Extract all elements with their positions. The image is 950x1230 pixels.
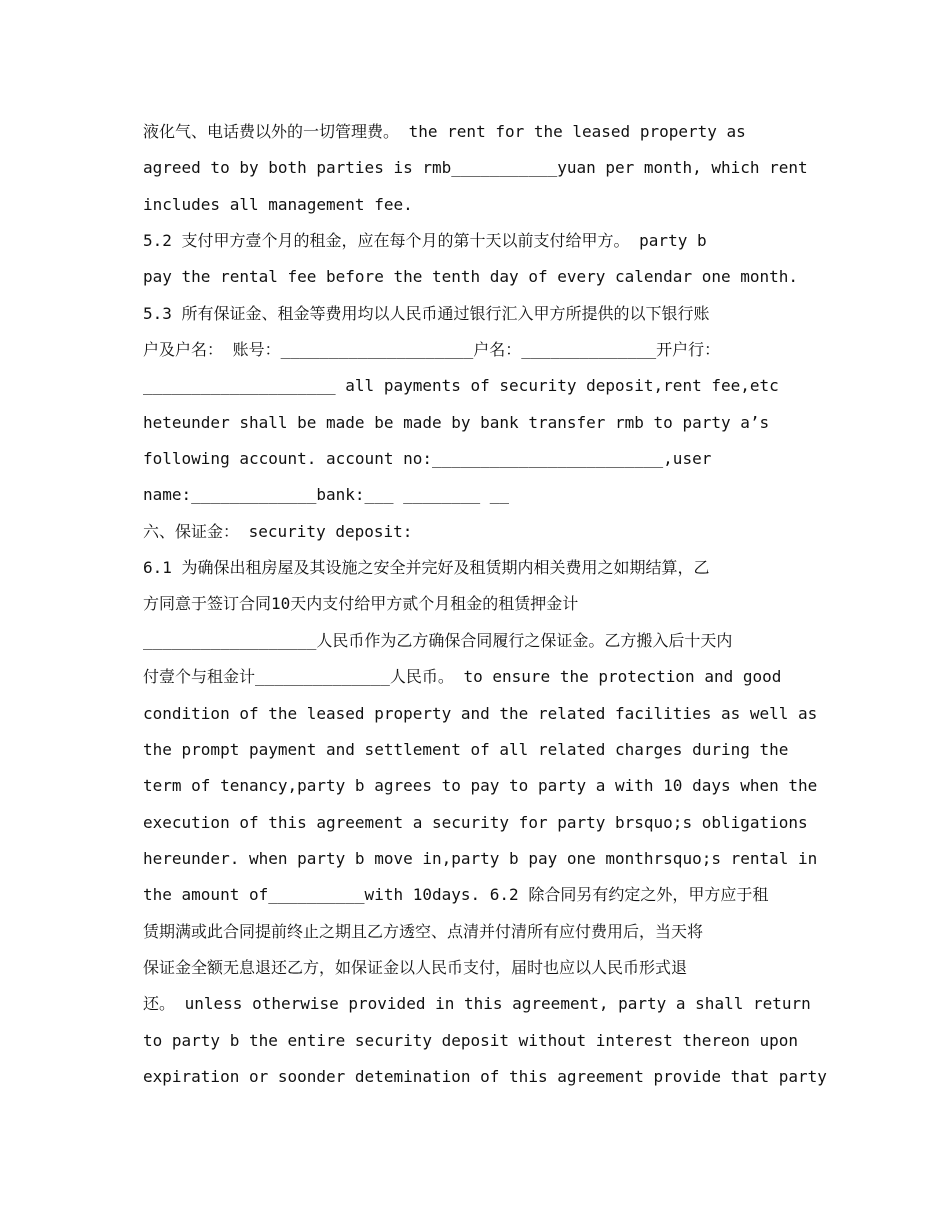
- text-line: 户及户名： 账号：____________________户名：______________开户行：: [143, 340, 721, 360]
- text-line: the amount of__________with 10days. 6.2 除合同另有约定之外，甲方应于租: [143, 885, 769, 905]
- text-line: the prompt payment and settlement of all related charges during the: [143, 739, 789, 759]
- text-line: 赁期满或此合同提前终止之期且乙方透空、点清并付清所有应付费用后，当天将: [143, 921, 704, 941]
- text-line: heteunder shall be made be made by bank transfer rmb to party a’s: [143, 412, 770, 432]
- text-line: __________________人民币作为乙方确保合同履行之保证金。乙方搬入后十天内: [143, 630, 733, 650]
- text-line: condition of the leased property and the related facilities as well as: [143, 703, 818, 723]
- text-line: 保证金全额无息退还乙方，如保证金以人民币支付，届时也应以人民币形式退: [143, 957, 688, 977]
- document-body: [143, 114, 827, 1095]
- text-line: hereunder. when party b move in,party b pay one monthrsquo;s rental in: [143, 848, 818, 868]
- text-line: execution of this agreement a security for party brsquo;s obligations: [143, 812, 808, 832]
- text-line: 液化气、电话费以外的一切管理费。 the rent for the leased property as: [143, 122, 746, 141]
- text-line: includes all management fee.: [143, 194, 413, 214]
- text-line: term of tenancy,party b agrees to pay to party a with 10 days when the: [143, 776, 818, 796]
- text-line: ____________________ all payments of security deposit,rent fee,etc: [143, 376, 779, 396]
- text-line: 5.3 所有保证金、租金等费用均以人民币通过银行汇入甲方所提供的以下银行账: [143, 303, 710, 323]
- text-line: agreed to by both parties is rmb___________yuan per month, which rent: [143, 158, 808, 178]
- section-heading: 六、保证金： security deposit:: [143, 521, 413, 541]
- text-line: 5.2 支付甲方壹个月的租金，应在每个月的第十天以前支付给甲方。 party b: [143, 231, 707, 251]
- text-line: 6.1 为确保出租房屋及其设施之安全并完好及租赁期内相关费用之如期结算，乙: [143, 558, 710, 578]
- text-line: name:_____________bank:___ ________ __: [143, 485, 510, 505]
- text-line: following account. account no:________________________,user: [143, 449, 712, 469]
- text-line: to party b the entire security deposit without interest thereon upon: [143, 1030, 799, 1050]
- text-line: 付壹个与租金计______________人民币。 to ensure the protection and good: [143, 667, 782, 687]
- text-line: expiration or soonder detemination of this agreement provide that party: [143, 1066, 827, 1086]
- text-line: 方同意于签订合同10天内支付给甲方贰个月租金的租赁押金计: [143, 594, 579, 614]
- text-line: pay the rental fee before the tenth day of every calendar one month.: [143, 267, 799, 287]
- text-line: 还。 unless otherwise provided in this agreement, party a shall return: [143, 994, 811, 1014]
